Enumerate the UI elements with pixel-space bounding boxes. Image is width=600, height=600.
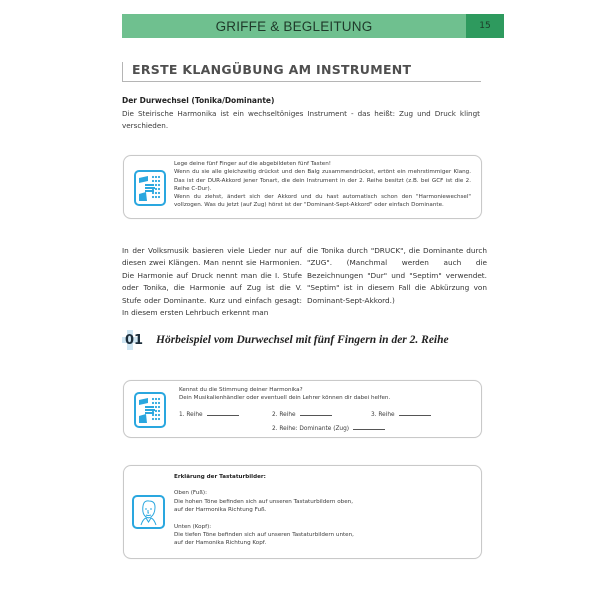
info-line: Wenn du ziehst, ändert sich der Akkord und du hast automatisch schon den "Harmoniewechsel" vollzogen. Was du jetzt (auf Zug) hörst ist der "Dominant-Sept-Akkord" oder einfach Dominante. (174, 194, 471, 209)
field-label: 3. Reihe (371, 412, 395, 418)
field-label: 2. Reihe (272, 412, 296, 418)
audio-example[interactable] (122, 330, 449, 350)
track-number-badge (122, 330, 146, 350)
legend-top-line-2: auf der Harmonika Richtung Fuß. (174, 507, 267, 514)
page-number: 15 (479, 21, 491, 31)
tuning-question (179, 386, 469, 403)
field-reihe-2[interactable] (272, 409, 332, 418)
intro-paragraph: Die Steirische Harmonika ist ein wechseltöniges Instrument - das heißt: Zug und Druck klingt verschieden. (122, 109, 480, 130)
tuning-line-2: Dein Musikalienhändler oder eventuell dein Lehrer können dir dabei helfen. (179, 395, 391, 402)
field-label: 1. Reihe (179, 412, 203, 418)
keyboard-hand-icon (134, 170, 166, 206)
info-box-finger-exercise (123, 155, 482, 219)
chapter-title: GRIFFE & BEGLEITUNG (215, 18, 373, 34)
info-box-text (174, 160, 471, 210)
page-number-box (466, 14, 504, 38)
field-dominante[interactable] (272, 423, 385, 432)
face-portrait-icon (132, 495, 165, 529)
section-title: ERSTE KLANGÜBUNG AM INSTRUMENT (132, 62, 412, 77)
audio-example-title: Hörbeispiel vom Durwechsel mit fünf Fingern in der 2. Reihe (156, 334, 449, 346)
chapter-header (122, 14, 504, 38)
body-column-right: die Tonika durch "DRUCK", die Dominante durch "ZUG". (Manchmal werden auch die Bezeichnungen "Dur" und "Septim" verwendet. "Septim" ist in diesem Fall die Abkürzung von Dominant-Sept-Akkord.) (307, 246, 487, 305)
track-number: 01 (124, 332, 144, 348)
legend-top-label: Oben (Fuß): (174, 490, 207, 497)
field-reihe-1[interactable] (179, 409, 239, 418)
field-reihe-3[interactable] (371, 409, 431, 418)
section-title-frame (122, 62, 481, 82)
body-column-left: In der Volksmusik basieren viele Lieder nur auf diesen zwei Klängen. Man nennt sie Harmonien. Die Harmonie auf Druck nennt man die I. Stufe oder Tonika, die Harmonie auf Zug ist die V. Stufe oder Dominante. Kurz und einfach gesagt: In diesem ersten Lehrbuch erkennt man (122, 246, 302, 318)
legend-text (174, 473, 474, 548)
fill-in-blank[interactable] (353, 423, 385, 430)
chapter-title-box (122, 14, 466, 38)
fill-in-blank[interactable] (399, 409, 431, 416)
sub-heading: Der Durwechsel (Tonika/Dominante) (122, 96, 275, 105)
legend-bottom-line-2: auf der Hamonika Richtung Kopf. (174, 540, 267, 547)
legend-title: Erklärung der Tastaturbilder: (174, 474, 266, 480)
legend-top-line-1: Die hohen Töne befinden sich auf unseren Tastaturbildern oben, (174, 498, 353, 505)
info-box-keyboard-legend (123, 465, 482, 559)
fill-in-blank[interactable] (300, 409, 332, 416)
legend-bottom-line-1: Die tiefen Töne befinden sich auf unseren Tastaturbildern unten, (174, 532, 354, 539)
legend-bottom-label: Unten (Kopf): (174, 523, 212, 530)
info-box-tuning (123, 380, 482, 438)
keyboard-hand-icon (134, 392, 166, 428)
info-line: Lege deine fünf Finger auf die abgebildeten fünf Tasten! (174, 161, 332, 167)
tuning-line-1: Kennst du die Stimmung deiner Harmonika? (179, 387, 303, 393)
info-line: Wenn du sie alle gleichzeitig drückst und den Balg zusammendrückst, ertönt ein mehrstimmiger Klang. Das ist der DUR-Akkord jener Tonart, die dein Instrument in der 2. Reihe besitzt (z.B. bei GCF ist die 2. Reihe C-Dur). (174, 169, 471, 192)
fill-in-blank[interactable] (207, 409, 239, 416)
field-label: 2. Reihe: Dominante (Zug) (272, 426, 350, 432)
